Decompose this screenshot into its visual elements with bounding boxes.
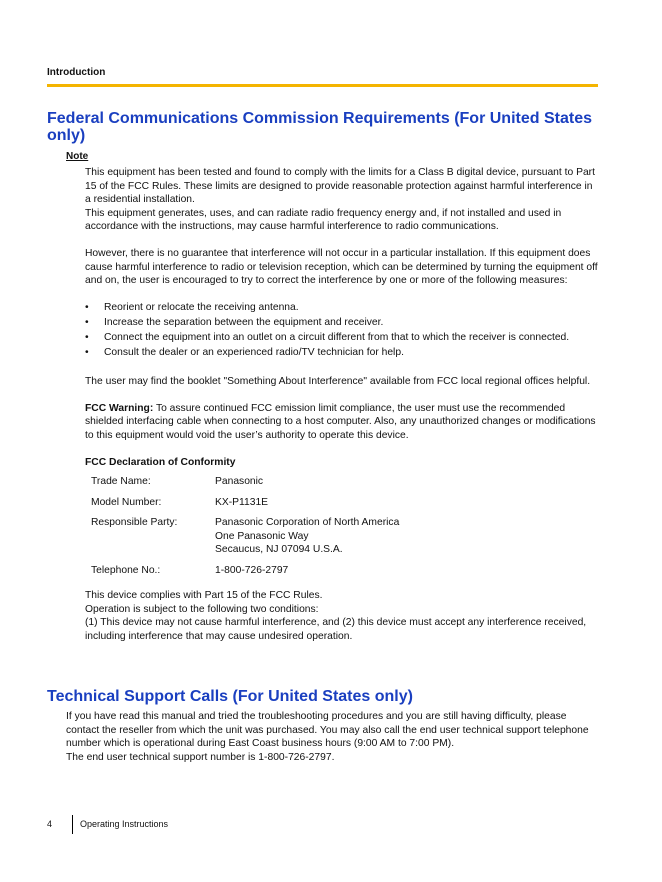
- trade-name-label: Trade Name:: [91, 476, 151, 487]
- responsible-party-label: Responsible Party:: [91, 517, 178, 528]
- fcc-warning-label: FCC Warning:: [85, 402, 154, 414]
- support-body: [66, 710, 602, 764]
- model-number-label: Model Number:: [91, 496, 162, 508]
- comply-line-1: This device complies with Part 15 of the FCC Rules.: [85, 590, 323, 601]
- fcc-note-body: [85, 166, 601, 643]
- list-item: • Reorient or relocate the receiving antenna.: [85, 302, 299, 313]
- support-heading: Technical Support Calls (For United States only): [47, 688, 413, 705]
- fcc-warning: [85, 402, 601, 443]
- bullet-icon: •: [85, 332, 89, 343]
- table-row: [91, 475, 399, 496]
- list-item: • Increase the separation between the equipment and receiver.: [85, 317, 384, 328]
- fcc-warning-text: To assure continued FCC emission limit compliance, the user must use the recommended shielded interfacing cable when connecting to a host computer. Also, any unauthorized changes or modifications to this equipment would void the user’s authority to operate this device.: [85, 402, 596, 441]
- fcc-paragraph-3: However, there is no guarantee that interference will not occur in a particular installation. If this equipment does cause harmful interference to radio or television reception, which can be determined by turning the equipment off and on, the user is encouraged to try to correct the interference by one or more of the following measures:: [85, 248, 598, 286]
- bullet-icon: •: [85, 317, 89, 328]
- support-paragraph-1: If you have read this manual and tried the troubleshooting procedures and you are still having difficulty, please contact the reseller from which the unit was purchased. You may also call the end user technical support telephone number which is operational during East Coast business hours (9:00 AM to 7:00 PM).: [66, 711, 589, 749]
- conformity-title: FCC Declaration of Conformity: [85, 456, 236, 468]
- measures-list: [85, 301, 601, 360]
- fcc-paragraph-4: The user may find the booklet "Something About Interference" available from FCC local regional offices helpful.: [85, 375, 591, 387]
- footer-doc-title: Operating Instructions: [80, 819, 169, 829]
- telephone-label: Telephone No.:: [91, 564, 161, 576]
- fcc-paragraph-2: This equipment generates, uses, and can radiate radio frequency energy and, if not installed and used in accordance with the instructions, may cause harmful interference to radio communications.: [85, 207, 562, 232]
- table-row: [91, 496, 399, 517]
- table-row: [91, 564, 399, 585]
- bullet-icon: •: [85, 347, 89, 358]
- list-item: • Consult the dealer or an experienced radio/TV technician for help.: [85, 347, 404, 358]
- bullet-icon: •: [85, 302, 89, 313]
- trade-name-value: Panasonic: [215, 476, 264, 487]
- note-label: Note: [66, 151, 89, 162]
- support-paragraph-2: The end user technical support number is 1-800-726-2797.: [66, 751, 335, 763]
- telephone-value: 1-800-726-2797: [215, 564, 289, 576]
- fcc-paragraph-1: This equipment has been tested and found to comply with the limits for a Class B digital device, pursuant to Part 15 of the FCC Rules. These limits are designed to provide reasonable protection against harmful interference in a residential installation.: [85, 167, 595, 205]
- fcc-heading: Federal Communications Commission Requirements (For United States only): [47, 110, 592, 144]
- conformity-table: [91, 475, 399, 584]
- model-number-value: KX-P1131E: [215, 496, 269, 508]
- list-item: • Connect the equipment into an outlet on a circuit different from that to which the receiver is connected.: [85, 332, 570, 343]
- page-number: 4: [47, 819, 53, 829]
- responsible-party-value: Panasonic Corporation of North America One Panasonic Way Secaucus, NJ 07094 U.S.A.: [215, 517, 400, 555]
- section-header: Introduction: [47, 67, 106, 78]
- comply-line-3: (1) This device may not cause harmful interference, and (2) this device must accept any interference received, including interference that may cause undesired operation.: [85, 617, 587, 642]
- comply-line-2: Operation is subject to the following two conditions:: [85, 603, 319, 615]
- footer-divider: [72, 815, 73, 834]
- header-rule: [47, 84, 598, 87]
- table-row: [91, 516, 399, 564]
